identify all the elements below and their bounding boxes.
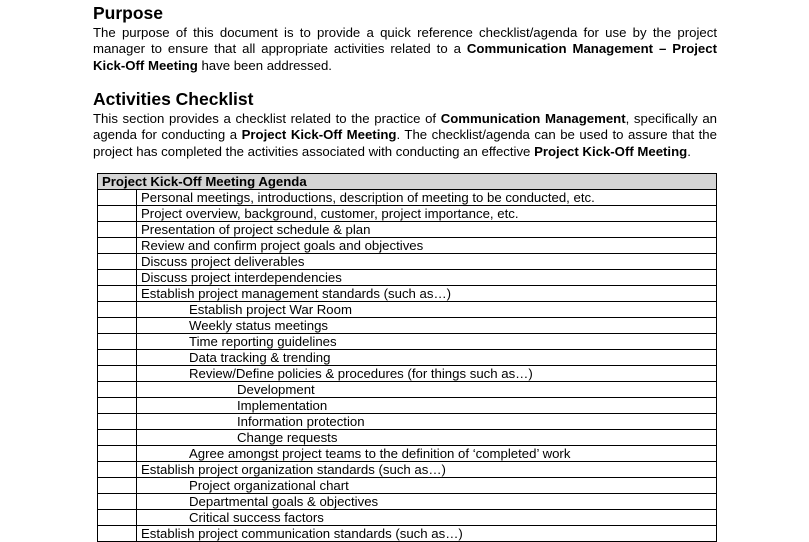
checkbox-cell[interactable] <box>98 318 137 334</box>
checkbox-cell[interactable] <box>98 238 137 254</box>
agenda-row <box>98 414 717 430</box>
checkbox-cell[interactable] <box>98 350 137 366</box>
purpose-text-1: The purpose of this document is to provide a quick reference checklist/agenda for use by the project manager to ensure that all appropriate activities related to a <box>93 25 717 57</box>
purpose-heading: Purpose <box>93 3 164 23</box>
agenda-item <box>137 462 717 478</box>
agenda-row <box>98 462 717 478</box>
agenda-item <box>137 318 717 334</box>
agenda-item <box>137 222 717 238</box>
agenda-item-label: Change requests <box>237 430 338 445</box>
agenda-row <box>98 222 717 238</box>
agenda-row <box>98 382 717 398</box>
agenda-item-label: Project overview, background, customer, project importance, etc. <box>141 206 519 221</box>
agenda-item <box>137 430 717 446</box>
agenda-item <box>137 286 717 302</box>
checkbox-cell[interactable] <box>98 222 137 238</box>
checkbox-cell[interactable] <box>98 446 137 462</box>
activities-text-1: This section provides a checklist related to the practice of <box>93 111 441 126</box>
agenda-item <box>137 350 717 366</box>
checkbox-cell[interactable] <box>98 334 137 350</box>
agenda-item-label: Discuss project interdependencies <box>141 270 342 285</box>
activities-text-4: . <box>687 143 691 159</box>
agenda-item <box>137 526 717 542</box>
agenda-item-label: Project organizational chart <box>189 478 349 493</box>
agenda-item <box>137 478 717 494</box>
purpose-bold-1: Communication Management – Project Kick-Off Meeting <box>93 41 717 73</box>
agenda-row <box>98 350 717 366</box>
checkbox-cell[interactable] <box>98 414 137 430</box>
agenda-item-label: Agree amongst project teams to the definition of ‘completed’ work <box>189 446 571 461</box>
checkbox-cell[interactable] <box>98 206 137 222</box>
agenda-item <box>137 206 717 222</box>
checkbox-cell[interactable] <box>98 270 137 286</box>
activities-bold-3: Project Kick-Off Meeting <box>534 143 688 159</box>
agenda-row <box>98 254 717 270</box>
agenda-item-label: Establish project management standards (such as…) <box>141 286 452 301</box>
purpose-text-2: have been addressed. <box>197 57 332 73</box>
checkbox-cell[interactable] <box>98 398 137 414</box>
agenda-row <box>98 238 717 254</box>
agenda-item <box>137 494 717 510</box>
agenda-item <box>137 510 717 526</box>
agenda-row <box>98 366 717 382</box>
agenda-row <box>98 526 717 542</box>
checkbox-cell[interactable] <box>98 430 137 446</box>
agenda-row <box>98 318 717 334</box>
checkbox-cell[interactable] <box>98 462 137 478</box>
checkbox-cell[interactable] <box>98 254 137 270</box>
agenda-item <box>137 446 717 462</box>
agenda-item <box>137 270 717 286</box>
agenda-item-label: Implementation <box>237 398 328 413</box>
agenda-item <box>137 302 717 318</box>
agenda-item <box>137 414 717 430</box>
activities-paragraph <box>93 111 717 160</box>
agenda-item-label: Time reporting guidelines <box>189 334 337 349</box>
agenda-item <box>137 238 717 254</box>
agenda-item-label: Establish project communication standards (such as…) <box>141 526 463 541</box>
agenda-item-label: Review and confirm project goals and objectives <box>141 238 424 253</box>
checkbox-cell[interactable] <box>98 302 137 318</box>
agenda-item-label: Information protection <box>237 414 365 429</box>
activities-text-2: , specifically an agenda for conducting a <box>93 111 717 143</box>
activities-bold-1: Communication Management <box>440 111 626 126</box>
activities-bold-2: Project Kick-Off Meeting <box>241 127 397 143</box>
agenda-row <box>98 446 717 462</box>
agenda-item-label: Data tracking & trending <box>189 350 331 365</box>
agenda-row <box>98 430 717 446</box>
agenda-table <box>97 173 717 542</box>
agenda-row <box>98 478 717 494</box>
agenda-item-label: Establish project organization standards (such as…) <box>141 462 446 477</box>
checkbox-cell[interactable] <box>98 494 137 510</box>
agenda-item <box>137 334 717 350</box>
agenda-body <box>98 190 717 542</box>
checkbox-cell[interactable] <box>98 526 137 542</box>
checkbox-cell[interactable] <box>98 382 137 398</box>
checkbox-cell[interactable] <box>98 286 137 302</box>
agenda-item <box>137 366 717 382</box>
agenda-item <box>137 190 717 206</box>
agenda-row <box>98 286 717 302</box>
activities-text-3: . The checklist/agenda can be used to assure that the project has completed the activities associated with conducting an effective <box>93 127 717 159</box>
agenda-row <box>98 270 717 286</box>
agenda-header: Project Kick-Off Meeting Agenda <box>98 174 717 190</box>
checkbox-cell[interactable] <box>98 510 137 526</box>
agenda-header-row <box>98 174 717 190</box>
agenda-item-label: Personal meetings, introductions, description of meeting to be conducted, etc. <box>141 190 595 205</box>
agenda-item <box>137 254 717 270</box>
agenda-item-label: Presentation of project schedule & plan <box>141 222 371 237</box>
agenda-item <box>137 382 717 398</box>
checkbox-cell[interactable] <box>98 478 137 494</box>
agenda-item-label: Departmental goals & objectives <box>189 494 379 509</box>
agenda-item-label: Weekly status meetings <box>189 318 329 333</box>
activities-heading: Activities Checklist <box>93 89 254 109</box>
agenda-item <box>137 398 717 414</box>
checkbox-cell[interactable] <box>98 366 137 382</box>
purpose-paragraph <box>93 25 717 74</box>
agenda-row <box>98 302 717 318</box>
agenda-item-label: Critical success factors <box>189 510 324 525</box>
agenda-item-label: Development <box>237 382 315 397</box>
agenda-row <box>98 510 717 526</box>
agenda-row <box>98 190 717 206</box>
agenda-item-label: Discuss project deliverables <box>141 254 305 269</box>
agenda-row <box>98 334 717 350</box>
agenda-item-label: Review/Define policies & procedures (for things such as…) <box>189 366 533 381</box>
checkbox-cell[interactable] <box>98 190 137 206</box>
agenda-row <box>98 206 717 222</box>
agenda-row <box>98 494 717 510</box>
agenda-item-label: Establish project War Room <box>189 302 352 317</box>
agenda-row <box>98 398 717 414</box>
